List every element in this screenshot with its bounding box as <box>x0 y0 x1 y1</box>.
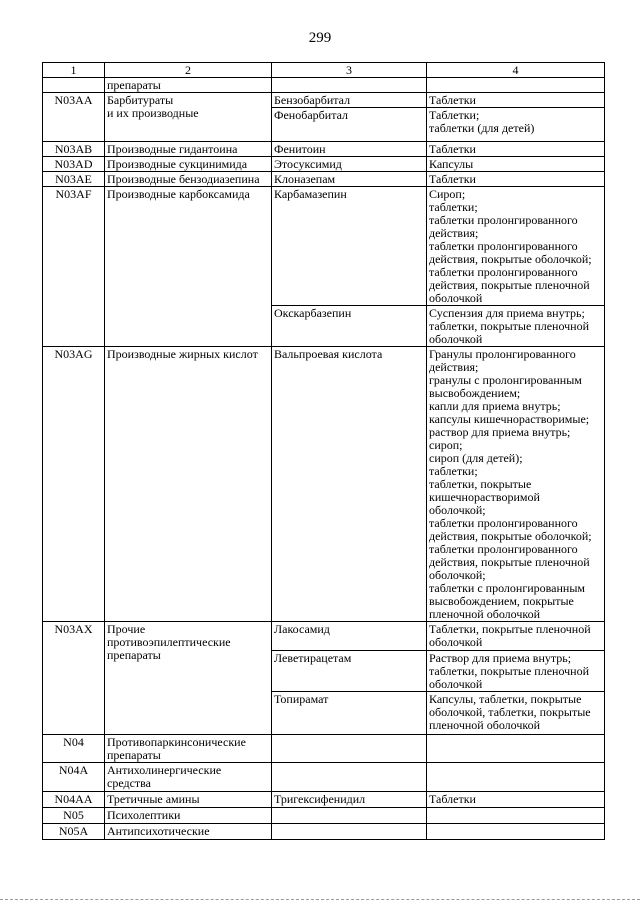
table-row <box>43 93 605 108</box>
table-row <box>43 763 605 792</box>
dosage-form-cell <box>427 306 605 347</box>
table-row <box>43 157 605 172</box>
drug-name-cell: Карбамазепин <box>272 187 427 306</box>
drug-name-cell: Топирамат <box>272 692 427 735</box>
group-name-text: Барбитураты и их производные <box>107 93 199 120</box>
table-header-row <box>43 63 605 78</box>
dosage-form-cell <box>427 157 605 172</box>
group-name-cell <box>105 78 272 93</box>
atc-code-cell: N04 <box>43 735 105 763</box>
drug-name-cell: Бензобарбитал <box>272 93 427 108</box>
dosage-form-cell <box>427 187 605 306</box>
dosage-form-cell <box>427 763 605 792</box>
drug-name-cell: Фенитоин <box>272 142 427 157</box>
atc-code-cell: N03AA <box>43 93 105 142</box>
drug-table <box>42 62 605 840</box>
group-name-text: Производные жирных кислот <box>107 347 258 361</box>
group-name-text: Противопаркинсонические препараты <box>107 735 246 762</box>
drug-name-cell: Фенобарбитал <box>272 108 427 142</box>
dosage-form-cell <box>427 651 605 692</box>
table-row <box>43 808 605 824</box>
drug-name-cell <box>272 824 427 840</box>
group-name-cell <box>105 735 272 763</box>
dosage-form-cell <box>427 808 605 824</box>
column-header: 4 <box>427 63 605 78</box>
dosage-form-cell <box>427 692 605 735</box>
drug-name-cell: Тригексифенидил <box>272 792 427 808</box>
dosage-form-text: Таблетки <box>429 93 476 107</box>
dosage-form-text: Капсулы <box>429 157 474 171</box>
dosage-form-cell <box>427 78 605 93</box>
group-name-text: Психолептики <box>107 808 181 822</box>
table-row <box>43 78 605 93</box>
page-number: 299 <box>308 30 332 46</box>
dosage-form-text: Таблетки <box>429 792 476 806</box>
dosage-form-text: Суспензия для приема внутрь; таблетки, покрытые пленочной оболочкой <box>429 306 590 346</box>
group-name-text: Производные сукцинимида <box>107 157 248 171</box>
group-name-text: Антипсихотические <box>107 824 210 838</box>
group-name-cell <box>105 142 272 157</box>
atc-code-cell: N03AB <box>43 142 105 157</box>
group-name-cell <box>105 172 272 187</box>
drug-name-cell: Лакосамид <box>272 622 427 651</box>
atc-code-cell: N05 <box>43 808 105 824</box>
group-name-cell <box>105 763 272 792</box>
dosage-form-cell <box>427 108 605 142</box>
dosage-form-cell <box>427 347 605 622</box>
dosage-form-cell <box>427 93 605 108</box>
drug-name-cell: Этосуксимид <box>272 157 427 172</box>
group-name-text: Производные гидантоина <box>107 142 238 156</box>
atc-code-cell: N04AA <box>43 792 105 808</box>
table-row <box>43 142 605 157</box>
group-name-text: Прочие противоэпилептические препараты <box>107 622 231 662</box>
group-name-cell <box>105 187 272 347</box>
table-row <box>43 172 605 187</box>
dosage-form-cell <box>427 824 605 840</box>
table-row <box>43 792 605 808</box>
dosage-form-text: Капсулы, таблетки, покрытые оболочкой, таблетки, покрытые пленочной оболочкой <box>429 692 591 732</box>
table-row <box>43 622 605 651</box>
column-header: 2 <box>105 63 272 78</box>
group-name-text: Антихолинергические средства <box>107 763 222 790</box>
dosage-form-text: Гранулы пролонгированного действия; гранулы с пролонгированным высвобождением; капли для приема внутрь; капсулы кишечнорастворимые; раствор для приема внутрь; сироп; сироп (для детей); таблетки; таблетки, покрытые кишечнорастворимой оболочкой; таблетки пролонгированного действия, покрытые оболочкой; таблетки пролонгированного действия, покрытые пленочной оболочкой; таблетки с пролонгированным высвобождением, покрытые пленочной оболочкой <box>429 347 592 621</box>
atc-code-cell: N03AX <box>43 622 105 735</box>
group-name-text: Производные бензодиазепина <box>107 172 260 186</box>
dosage-form-cell <box>427 142 605 157</box>
group-name-cell <box>105 93 272 142</box>
dosage-form-text: Таблетки <box>429 172 476 186</box>
column-header: 3 <box>272 63 427 78</box>
group-name-text: препараты <box>107 78 161 92</box>
drug-name-cell <box>272 808 427 824</box>
dosage-form-text: Сироп; таблетки; таблетки пролонгированного действия; таблетки пролонгированного действия, покрытые оболочкой; таблетки пролонгированного действия, покрытые пленочной оболочкой <box>429 187 592 305</box>
group-name-cell <box>105 157 272 172</box>
table-body <box>43 78 605 840</box>
dosage-form-cell <box>427 792 605 808</box>
dosage-form-cell <box>427 735 605 763</box>
atc-code-cell: N03AD <box>43 157 105 172</box>
group-name-cell <box>105 808 272 824</box>
table-row <box>43 347 605 622</box>
group-name-text: Третичные амины <box>107 792 200 806</box>
atc-code-cell: N03AF <box>43 187 105 347</box>
dosage-form-text: Таблетки, покрытые пленочной оболочкой <box>429 622 591 649</box>
table-row <box>43 187 605 306</box>
drug-name-cell: Клоназепам <box>272 172 427 187</box>
dosage-form-text: Таблетки; таблетки (для детей) <box>429 108 535 135</box>
dosage-form-text: Таблетки <box>429 142 476 156</box>
group-name-cell <box>105 792 272 808</box>
table-row <box>43 824 605 840</box>
table-row <box>43 735 605 763</box>
atc-code-cell: N04A <box>43 763 105 792</box>
group-name-cell <box>105 824 272 840</box>
drug-name-cell: Леветирацетам <box>272 651 427 692</box>
drug-name-cell <box>272 78 427 93</box>
atc-code-cell: N05A <box>43 824 105 840</box>
atc-code-cell <box>43 78 105 93</box>
group-name-cell <box>105 347 272 622</box>
group-name-text: Производные карбоксамида <box>107 187 250 201</box>
dosage-form-cell <box>427 172 605 187</box>
drug-name-cell: Окскарбазепин <box>272 306 427 347</box>
atc-code-cell: N03AE <box>43 172 105 187</box>
atc-code-cell: N03AG <box>43 347 105 622</box>
dosage-form-text: Раствор для приема внутрь; таблетки, покрытые пленочной оболочкой <box>429 651 590 691</box>
page-bottom-rule <box>0 899 640 900</box>
drug-name-cell <box>272 735 427 763</box>
drug-name-cell: Вальпроевая кислота <box>272 347 427 622</box>
group-name-cell <box>105 622 272 735</box>
dosage-form-cell <box>427 622 605 651</box>
drug-name-cell <box>272 763 427 792</box>
column-header: 1 <box>43 63 105 78</box>
